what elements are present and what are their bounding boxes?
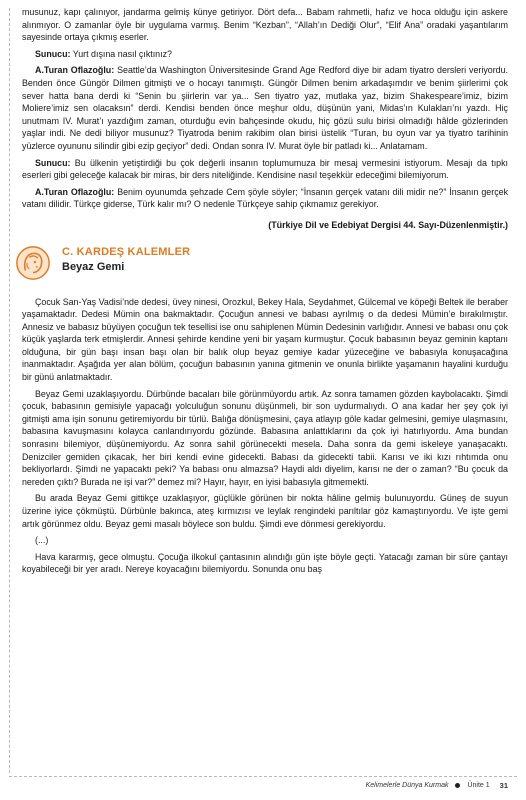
section-header xyxy=(22,246,508,292)
footer-unit: Ünite 1 xyxy=(467,782,490,789)
story-ellipsis: (...) xyxy=(35,535,49,546)
interview-question xyxy=(22,157,508,182)
interview-paragraph: musunuz, kapı çalınıyor, jandarma gelmiş künye getiriyor. Dört defa... Babam rahmetli, hafız ve hoca olduğu için askere alınmıyor. O zamanlar öyle bir uygulama varmış. Benim “Kezban”, “Allah’ın Dediği Olur”, “Elif Ana” oradaki yaşantılarım sayesinde ortaya çıkmış eserler. xyxy=(22,7,508,43)
interview-answer xyxy=(22,186,508,211)
question-text: Bu ülkenin yetiştirdiği bu çok değerli insanın toplumumuza bir mesaj vermesini istiyorum. Mesajı da tıpkı eserleri gibi geleceğe kalacak bir miras, bir ders niteliğinde. Kendisine nasıl teşekkür edeceğimi bilemiyorum. xyxy=(22,157,508,181)
page-content xyxy=(22,6,508,580)
question-text: Yurt dışına nasıl çıktınız? xyxy=(70,48,172,59)
story-title: Beyaz Gemi xyxy=(62,260,125,273)
story-text xyxy=(22,296,508,576)
speaker-label: A.Turan Oflazoğlu: xyxy=(35,65,115,76)
speaker-label: Sunucu: xyxy=(35,48,71,59)
writer-face-icon xyxy=(14,244,52,282)
speaker-label: A.Turan Oflazoğlu: xyxy=(35,186,115,197)
story-paragraph: Hava kararmış, gece olmuştu. Çocuğa ilkokul çantasının alındığı gün işte böyle geçti. Yatacağı zaman bir süre çantayı koyabileceği bir yer aradı. Nereye koyacağını bilemiyordu. Sonunda onu baş xyxy=(22,551,508,575)
answer-text: Seattle’da Washington Üniversitesinde Grand Age Redford diye bir adam tiyatro dersleri veriyordu. Benden önce Güngör Dilmen gitmişti ve o hocayı tanımıştı. Güngör Dilmen benim arkadaşımdır ve benim şiirlerimi çok sever hatta bana derdi ki “Senin bu şiirlerin var ya... Sen tiyatro yaz, mutlaka yaz, bizim Shakespeare’imiz, bizim Moliere’imiz sen olacaksın” derdi. Kendisi benden önce meşhur oldu, düşünün yani, Midas’ın Kulakları’nı yazdı. Hiç unutmam IV. Murat’ı yazdığım zaman, oturduğu evin bahçesinde okudu, hiç gözü sulu birisi olmadığı hâlde gözlerinden yaşlar indi. Ne dedi biliyor musunuz? Tiyatroda benim rakibim olan birisi üstelik “Turan, bu oyun var ya tiyatro tarihinin yüzlerce oyununu silindir gibi ezip geçiyor” dedi. Ondan sonra IV. Murat öyle bir patladı ki... Anlatamam. xyxy=(22,65,508,151)
source-citation: (Türkiye Dil ve Edebiyat Dergisi 44. Sayı-Düzenlenmiştir.) xyxy=(268,219,508,230)
story-paragraph: Bu arada Beyaz Gemi gittikçe uzaklaşıyor, güçlükle görünen bir nokta hâline gelmiş bulunuyordu. Güneş de suyun üzerine iyice çökmüştü. Dürbünle bakınca, ateş kırmızısı ve leylak rengindeki parıltılar göz kamaştırıyordu. Ve işte gemi artık görünmez oldu. Beyaz gemi masalı böylece son buldu. Şimdi eve dönmesi gerekiyordu. xyxy=(22,493,508,529)
left-dashed-border xyxy=(9,8,10,773)
story-paragraph: Beyaz Gemi uzaklaşıyordu. Dürbünde bacaları bile görünmüyordu artık. Az sonra tamamen gözden kaybolacaktı. Şimdi çocuk, babasının gemisiyle yapacağı yolculuğun sonunu düşünmeli, bir son uydurmalıydı. O ana kadar her şey çok iyi gitmişti ama işin sonunu getiremiyordu bir türlü. Balığa dönüşmesini, çaya atlayıp göle kadar gelmesini, gemiye ulaşmasını, babasına kavuşmasını kolayca canlandırıyordu gözünde. Babasına anlattıklarını da çok iyi hatırlıyordu. Ama bundan sonrasını bilemiyor, düşünemiyordu. Az sonra sahil görünecekti mesela. Daha sonra da gemi iskeleye yanaşacaktı. Denizciler gemiden çıkacak, her biri kendi evine gidecekti. Babası da gidecekti tabii. Karısı ve iki kızı rıhtımda onu bekliyorlardı. Şimdi ne yapacaktı peki? Ya babası onu almazsa? Haydi aldı diyelim, karısı ne der o zaman? “Bu çocuk da nereden çıktı? Burada ne işi var?” demez mi? Hayır, hayır, en iyisi babasıyla gitmemekti. xyxy=(22,388,508,487)
bottom-dashed-border xyxy=(9,776,517,777)
footer-bullet-icon xyxy=(455,783,460,788)
page-number: 31 xyxy=(499,781,508,790)
section-label: C. KARDEŞ KALEMLER xyxy=(62,245,191,258)
answer-text: Benim oyunumda şehzade Cem şöyle söyler; “İnsanın gerçek vatanı dili midir ne?” İnsanın gerçek vatanı dilidir. Türkçe giderse, Türk kalır mı? O nedenle Türkçeye sahip çıkmamız gerekiyor. xyxy=(22,186,509,210)
speaker-label: Sunucu: xyxy=(35,157,71,168)
page-footer xyxy=(366,781,508,790)
interview-answer xyxy=(22,64,508,152)
footer-book-title: Kelimelerle Dünya Kurmak xyxy=(365,782,449,789)
story-paragraph: Çocuk San-Yaş Vadisi’nde dedesi, üvey ninesi, Orozkul, Bekey Hala, Seydahmet, Gülcemal ve köpeği Beltek ile beraber yaşamaktadır. Dedesi Mümin ona bakmaktadır. Çocuğun annesi ve babası ayrılmış o da dedesi Mümin’e bırakılmıştır. Annesiz ve babasız büyüyen çocuğun tek tesellisi ise onu sahiplenen Mümin Dedesinin varlığıdır. Annesi ve babası onu çok küçük yaşlarda terk etmişlerdir. Annesi şehirde kendine yeni bir yaşam kurmuştur. Çocuk babasının beyaz geminin kaptanı olduğuna, bir gün başı insan başı olan bir balık olup beyaz gemiye kadar yüzeceğine ve babasıyla konuşacağına inanmaktadır. Aşağıda yer alan bölüm, çocuğun babasının yanına gitmenin ve onunla birlikte yaşamanın hayalini kurduğu bir günü anlatmaktadır. xyxy=(22,296,508,383)
interview-question xyxy=(22,48,508,61)
